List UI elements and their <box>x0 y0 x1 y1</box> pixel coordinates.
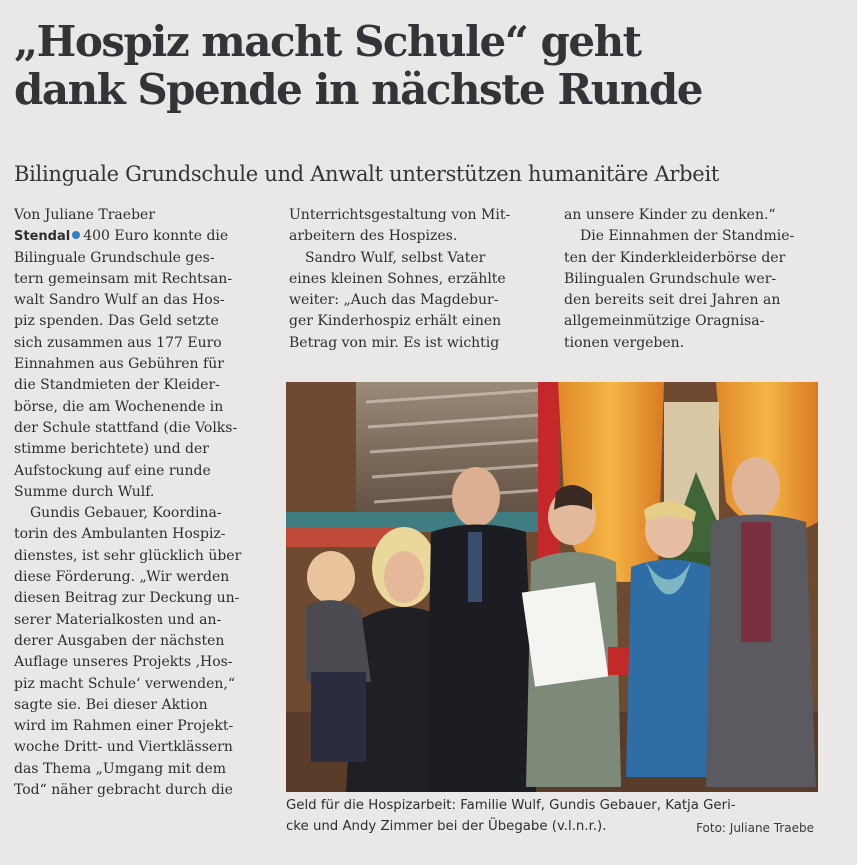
headline <box>14 18 844 114</box>
text-line: eines kleinen Sohnes, erzählte <box>289 270 506 287</box>
text-line: arbeitern des Hospizes. <box>289 228 458 245</box>
text-line: tionen vergeben. <box>564 334 685 351</box>
text-line: torin des Ambulanten Hospiz- <box>14 526 226 543</box>
text-line: der Schule stattfand (die Volks- <box>14 419 238 436</box>
text-line: an unsere Kinder zu denken.“ <box>564 207 776 223</box>
text-line: wird im Rahmen einer Projekt- <box>14 718 234 735</box>
text-line: piz macht Schule‘ verwenden,“ <box>14 675 235 692</box>
photo-illustration <box>286 382 818 792</box>
article-column-1 <box>14 205 276 801</box>
text-line: börse, die am Wochenende in <box>14 398 224 415</box>
caption-line-2: cke und Andy Zimmer bei der Übegabe (v.l.n.r.). <box>286 819 607 834</box>
text-line: die Standmieten der Kleider- <box>14 377 220 394</box>
text-line: Tod“ näher gebracht durch die <box>14 782 233 799</box>
text-line: ger Kinderhospiz erhält einen <box>289 313 502 330</box>
text-line: serer Materialkosten und an- <box>14 611 222 628</box>
text-line: das Thema „Umgang mit dem <box>14 760 227 777</box>
byline: Von Juliane Traeber <box>14 207 156 223</box>
text-line: stimme berichtete) und der <box>14 441 209 458</box>
text-line: Betrag von mir. Es ist wichtig <box>289 334 500 351</box>
text-line: Bilinguale Grundschule ges- <box>14 249 215 266</box>
text-line: Gundis Gebauer, Koordina- <box>30 505 222 522</box>
first-line <box>14 226 276 247</box>
text-line: piz spenden. Das Geld setzte <box>14 313 219 330</box>
text-line: Sandro Wulf, selbst Vater <box>305 249 486 266</box>
text-line: ten der Kinderkleiderbörse der <box>564 249 786 266</box>
headline-line-2: dank Spende in nächste Runde <box>14 65 702 114</box>
text-line: 400 Euro konnte die <box>83 228 229 245</box>
text-line: allgemeinmützige Oragnisa- <box>564 313 765 330</box>
text-line: sich zusammen aus 177 Euro <box>14 334 222 351</box>
text-line: Einnahmen aus Gebühren für <box>14 356 224 373</box>
text-line: weiter: „Auch das Magdebur- <box>289 292 499 309</box>
text-line: diese Förderung. „Wir werden <box>14 569 230 586</box>
text-line: Aufstockung auf eine runde <box>14 462 211 479</box>
subheadline: Bilinguale Grundschule und Anwalt unterstützen humanitäre Arbeit <box>14 162 719 186</box>
article-column-3 <box>564 205 826 354</box>
caption-line-1: Geld für die Hospizarbeit: Familie Wulf, Gundis Gebauer, Katja Geri- <box>286 798 736 813</box>
text-line: Die Einnahmen der Standmie- <box>580 228 795 245</box>
text-line: walt Sandro Wulf an das Hos- <box>14 292 225 309</box>
text-line: Summe durch Wulf. <box>14 483 155 500</box>
text-line: den bereits seit drei Jahren an <box>564 292 781 309</box>
text-line: sagte sie. Bei dieser Aktion <box>14 696 208 713</box>
headline-line-1: „Hospiz macht Schule“ geht <box>14 17 641 66</box>
text-line: Unterrichtsgestaltung von Mit- <box>289 207 511 223</box>
text-line: Auflage unseres Projekts ‚Hos- <box>14 654 233 671</box>
text-line: derer Ausgaben der nächsten <box>14 632 225 649</box>
article-column-2 <box>289 205 551 354</box>
text-line: tern gemeinsam mit Rechtsan- <box>14 270 233 287</box>
photo-credit: Foto: Juliane Traebe <box>696 821 814 835</box>
dateline-bullet-icon <box>72 231 80 239</box>
text-line: woche Dritt- und Viertklässern <box>14 739 233 756</box>
text-line: Bilingualen Grundschule wer- <box>564 270 777 287</box>
dateline: Stendal <box>14 229 71 245</box>
text-line: diesen Beitrag zur Deckung un- <box>14 590 240 607</box>
text-line: dienstes, ist sehr glücklich über <box>14 547 242 564</box>
article-photo <box>286 382 818 792</box>
